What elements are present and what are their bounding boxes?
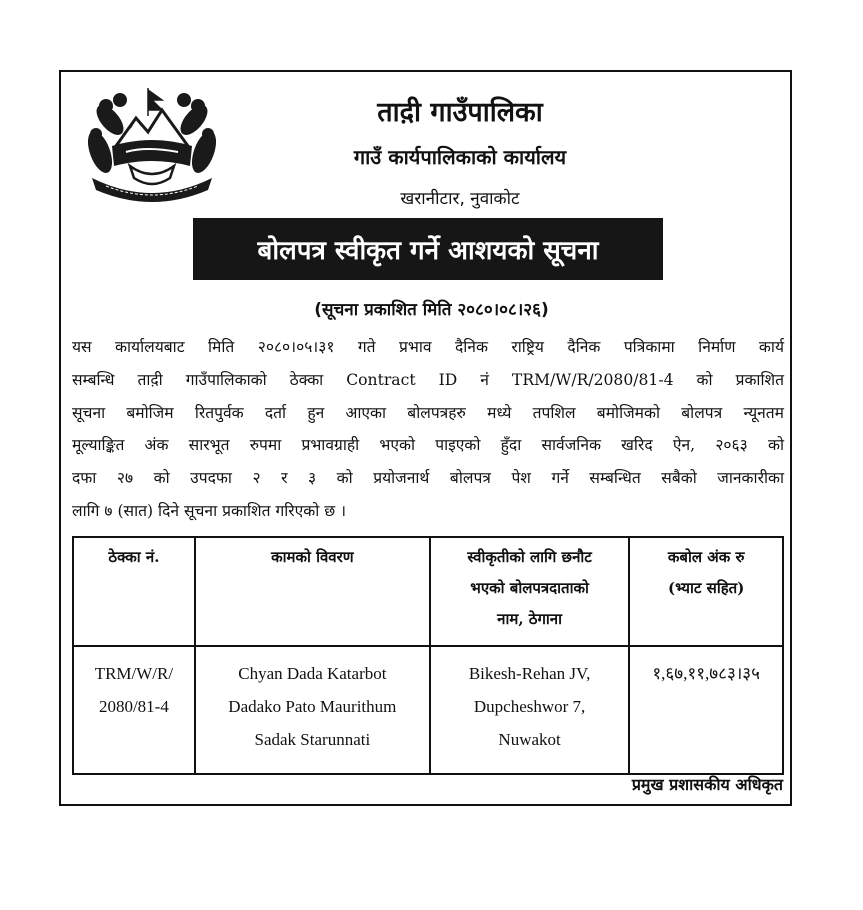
body-line: मूल्याङ्कित अंक सारभूत रुपमा प्रभावग्राही भएको पाइएको हुँदा सार्वजनिक खरिद ऐन, २०६३ को: [72, 436, 784, 455]
header-contract-no: [73, 537, 195, 646]
header-line: कामको विवरण: [271, 548, 354, 566]
notice-body: [72, 331, 784, 528]
published-date: (सूचना प्रकाशित मिति २०८०।०८।२६): [314, 300, 549, 320]
header-line: नाम, ठेगाना: [497, 610, 563, 628]
header-amount: [629, 537, 783, 646]
cell-line: Dupcheshwor 7,: [473, 697, 586, 716]
cell-line: Nuwakot: [498, 730, 561, 749]
cell-line: Chyan Dada Katarbot: [238, 664, 387, 683]
cell-description: [195, 646, 430, 774]
signatory-title: प्रमुख प्रशासकीय अधिकृत: [631, 775, 783, 794]
header-bidder: [430, 537, 629, 646]
office-address: खरानीटार, नुवाकोट: [400, 189, 520, 209]
cell-line: Bikesh-Rehan JV,: [468, 664, 591, 683]
header-description: [195, 537, 430, 646]
notice-title: बोलपत्र स्वीकृत गर्ने आशयको सूचना: [193, 218, 663, 280]
body-line: यस कार्यालयबाट मिति २०८०।०५।३१ गते प्रभाव दैनिक राष्ट्रिय दैनिक पत्रिकामा निर्माण कार्य: [72, 338, 784, 356]
header-line: (भ्याट सहित): [667, 579, 745, 597]
cell-line: Sadak Starunnati: [254, 730, 371, 749]
cell-line: TRM/W/R/: [94, 664, 174, 683]
award-table: [72, 536, 784, 775]
cell-line: 2080/81-4: [98, 697, 169, 716]
table-row: [73, 646, 783, 774]
body-line: दफा २७ को उपदफा २ र ३ को प्रयोजनार्थ बोलपत्र पेश गर्ने सम्बन्धित सबैको जानकारीका: [72, 469, 784, 488]
municipality-name: ताद़ी गाउँपालिका: [377, 97, 543, 128]
header-line: कबोल अंक रु: [667, 548, 745, 566]
header-line: स्वीकृतीको लागि छनौट: [467, 548, 592, 566]
cell-bidder: [430, 646, 629, 774]
cell-line: Dadako Pato Maurithum: [228, 697, 397, 716]
cell-contract-no: [73, 646, 195, 774]
cell-amount: [629, 646, 783, 774]
body-line: सूचना बमोजिम रितपुर्वक दर्ता हुन आएका बोलपत्रहरु मध्ये तपशिल बमोजिमको बोलपत्र न्यूनतम: [72, 403, 784, 422]
office-name: गाउँ कार्यपालिकाको कार्यालय: [353, 145, 567, 169]
body-line: लागि ७ (सात) दिने सूचना प्रकाशित गरिएको छ ।: [72, 501, 347, 520]
header-line: ठेक्का नं.: [108, 548, 160, 566]
body-line: सम्बन्धि ताद़ी गाउँपालिकाको ठेक्का Contract ID नं TRM/W/R/2080/81-4 को प्रकाशित: [72, 370, 784, 389]
header-line: भएको बोलपत्रदाताको: [470, 579, 589, 597]
table-header-row: [73, 537, 783, 646]
cell-line: १,६७,११,७८३।३५: [652, 664, 760, 683]
